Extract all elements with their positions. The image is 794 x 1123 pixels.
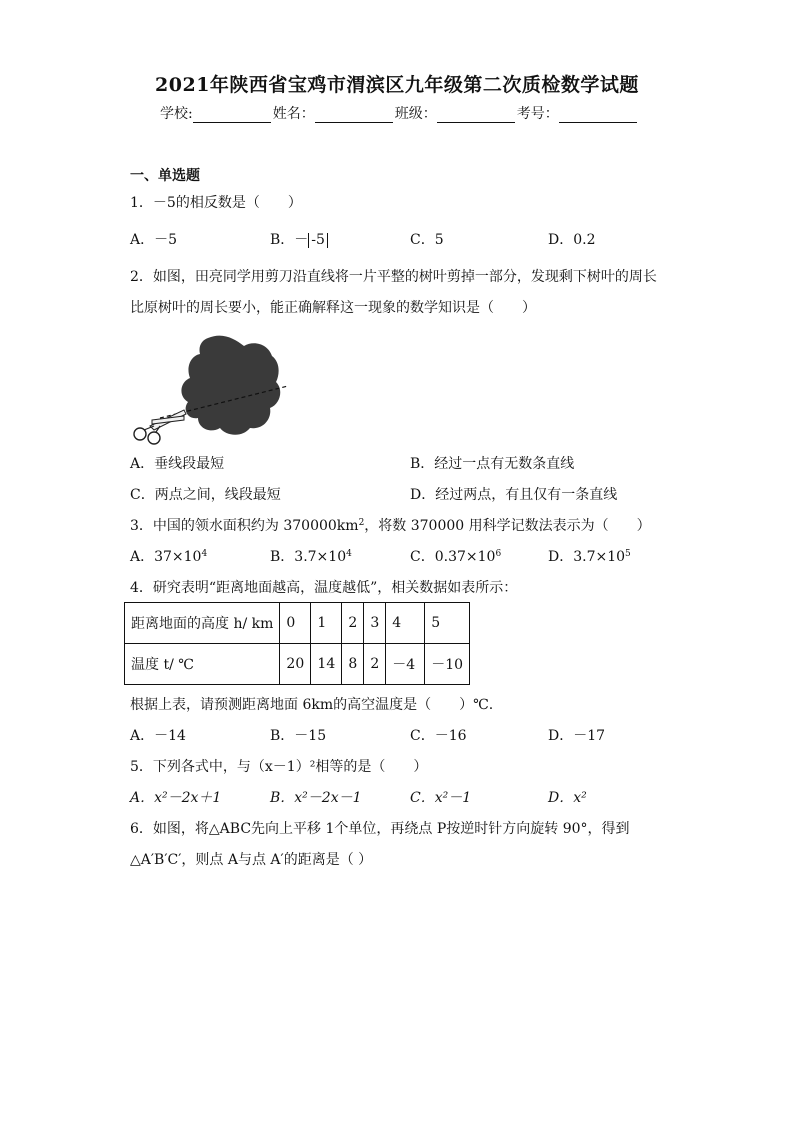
q3-stem-main: 3．中国的领水面积约为 370000km <box>130 518 359 534</box>
name-blank[interactable] <box>315 108 393 123</box>
student-info-row <box>160 103 639 123</box>
q2-option-c: C．两点之间，线段最短 <box>130 487 281 503</box>
exam-number-field <box>517 103 639 123</box>
q1-stem: 1．－5的相反数是（ ） <box>130 195 302 211</box>
q4-option-c: C．－16 <box>410 728 467 744</box>
q4-option-b: B．－15 <box>270 728 327 744</box>
q3-option-d <box>548 546 631 566</box>
q1-option-b-abs: -5 <box>308 233 328 248</box>
name-field <box>273 103 395 123</box>
q4-option-a: A．－14 <box>130 728 186 744</box>
table-cell: 0 <box>280 603 311 644</box>
table-cell: 温度 t/ ℃ <box>125 644 280 685</box>
table-cell: 3 <box>364 603 386 644</box>
table-cell: 14 <box>311 644 342 685</box>
table-cell: 距离地面的高度 h/ km <box>125 603 280 644</box>
table-cell: 2 <box>342 603 364 644</box>
school-blank[interactable] <box>193 108 271 123</box>
q3-stem <box>130 515 651 535</box>
q3-option-d-exp: 5 <box>625 549 631 559</box>
q3-option-c-base: C．0.37×10 <box>410 549 496 565</box>
class-blank[interactable] <box>437 108 515 123</box>
q5-option-a: A．x²－2x＋1 <box>130 790 222 806</box>
class-label: 班级： <box>394 106 437 122</box>
q3-option-b-base: B．3.7×10 <box>270 549 347 565</box>
q3-option-c <box>410 546 501 566</box>
q3-stem-rest: ，将数 370000 用科学记数法表示为（ ） <box>364 518 651 534</box>
table-cell: 1 <box>311 603 342 644</box>
class-field <box>395 103 517 123</box>
q5-stem: 5．下列各式中，与（x－1）²相等的是（ ） <box>130 759 428 775</box>
q4-stem: 4．研究表明“距离地面越高，温度越低”，相关数据如表所示： <box>130 580 518 596</box>
q5-option-d: D．x² <box>548 790 587 806</box>
table-cell: －4 <box>386 644 425 685</box>
q5-option-c: C．x²－1 <box>410 790 472 806</box>
q3-option-b-exp: 4 <box>346 549 352 559</box>
table-cell: －10 <box>425 644 470 685</box>
q3-option-d-base: D．3.7×10 <box>548 549 626 565</box>
exam-number-label: 考号： <box>516 106 559 122</box>
leaf-scissors-icon <box>130 330 296 445</box>
q2-option-d: D．经过两点，有且仅有一条直线 <box>410 487 618 503</box>
q4-followup: 根据上表，请预测距离地面 6km的高空温度是（ ）℃. <box>130 697 494 713</box>
q3-option-a <box>130 546 207 566</box>
q6-stem-line2: △A′B′C′，则点 A与点 A′的距离是（ ） <box>130 852 373 868</box>
q1-option-b <box>270 229 328 249</box>
section-title: 一、单选题 <box>130 168 200 184</box>
q1-option-c: C．5 <box>410 232 444 248</box>
q3-option-c-exp: 6 <box>495 549 502 559</box>
school-label: 学校: <box>160 106 193 122</box>
q5-option-b: B．x²－2x－1 <box>270 790 362 806</box>
q6-stem-line1: 6．如图，将△ABC先向上平移 1个单位，再绕点 P按逆时针方向旋转 90°，得到 <box>130 821 630 837</box>
table-row <box>125 603 470 644</box>
q3-option-a-base: A．37×10 <box>130 549 202 565</box>
q3-option-a-exp: 4 <box>201 549 208 559</box>
q1-option-d: D．0.2 <box>548 232 596 248</box>
q2-stem-line2: 比原树叶的周长要小，能正确解释这一现象的数学知识是（ ） <box>130 300 536 316</box>
q4-option-d: D．－17 <box>548 728 606 744</box>
table-cell: 4 <box>386 603 425 644</box>
exam-title: 2021年陕西省宝鸡市渭滨区九年级第二次质检数学试题 <box>155 74 639 96</box>
q2-option-b: B．经过一点有无数条直线 <box>410 456 575 472</box>
table-cell: 2 <box>364 644 386 685</box>
school-field <box>160 103 273 123</box>
table-row <box>125 644 470 685</box>
table-cell: 5 <box>425 603 470 644</box>
name-label: 姓名： <box>272 106 315 122</box>
q2-option-a: A．垂线段最短 <box>130 456 225 472</box>
exam-number-blank[interactable] <box>559 108 637 123</box>
q3-option-b <box>270 546 352 566</box>
table-cell: 20 <box>280 644 311 685</box>
q4-data-table <box>124 602 470 685</box>
q1-option-a: A．－5 <box>130 232 178 248</box>
q2-stem-line1: 2．如图，田亮同学用剪刀沿直线将一片平整的树叶剪掉一部分，发现剩下树叶的周长 <box>130 269 657 285</box>
q3-stem-sup: 2 <box>358 518 365 528</box>
q1-option-b-prefix: B．－ <box>270 232 309 248</box>
table-cell: 8 <box>342 644 364 685</box>
